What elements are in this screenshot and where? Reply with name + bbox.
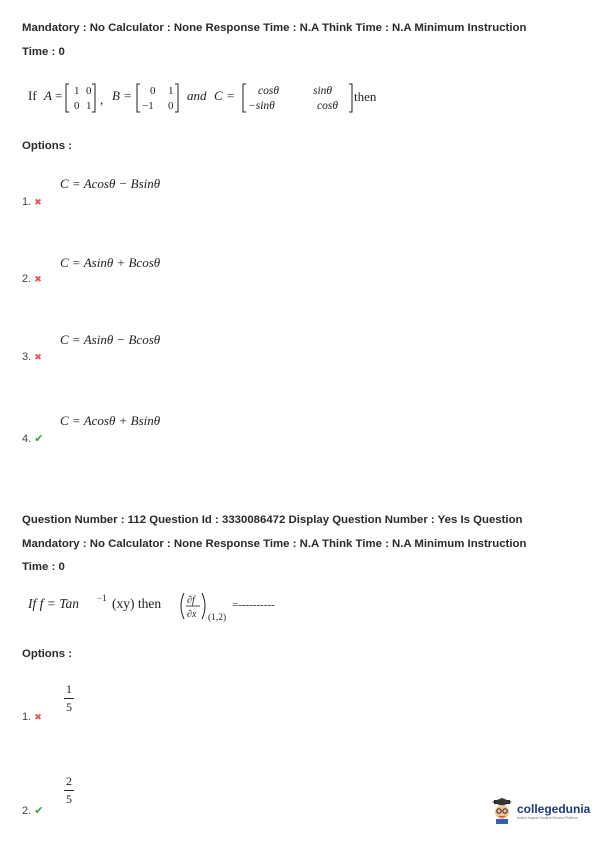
correct-check-icon: ✔ xyxy=(34,433,44,445)
partial-denominator: ∂x xyxy=(187,609,197,620)
matrix-b-label: B xyxy=(112,88,120,103)
matrix-b-cell: 0 xyxy=(150,85,156,97)
option-number-label: 3. xyxy=(22,351,32,363)
incorrect-icon: ✖ xyxy=(34,352,42,362)
option-number-label: 1. xyxy=(22,196,32,208)
fraction-denominator: 5 xyxy=(66,792,72,806)
matrix-b-cell: −1 xyxy=(142,100,154,112)
option-number xyxy=(22,273,42,285)
option-text: C = Acosθ + Bsinθ xyxy=(60,413,161,428)
stem-if-text: If xyxy=(28,88,37,103)
question-meta-line: Mandatory : No Calculator : None Response Time : N.A Think Time : N.A Minimum Instruction xyxy=(22,22,527,34)
matrix-a-cell: 1 xyxy=(74,85,80,97)
option-number xyxy=(22,432,43,445)
stem-function-text: If f = Tan xyxy=(28,596,80,611)
brand-name: collegedunia xyxy=(517,802,591,816)
matrix-c-cell: cosθ xyxy=(258,85,279,97)
svg-text:=: = xyxy=(55,88,63,103)
matrix-c-cell: cosθ xyxy=(317,100,338,112)
incorrect-icon: ✖ xyxy=(34,274,42,284)
then-text: then xyxy=(354,89,377,104)
matrix-a-label: A xyxy=(44,88,52,103)
question-meta-line: Mandatory : No Calculator : None Response Time : N.A Think Time : N.A Minimum Instruction xyxy=(22,538,527,550)
option-text: C = Asinθ − Bcosθ xyxy=(60,332,161,347)
fraction-numerator: 2 xyxy=(64,774,74,791)
matrix-b-cell: 0 xyxy=(168,100,174,112)
question-meta-line: Question Number : 112 Question Id : 3330086472 Display Question Number : Yes Is Question xyxy=(22,514,523,526)
answer-blank: =---------- xyxy=(232,599,275,611)
options-label: Options : xyxy=(22,140,72,152)
question-meta-time: Time : 0 xyxy=(22,46,65,58)
fraction-numerator: 1 xyxy=(64,682,74,699)
matrix-a-cell: 0 xyxy=(86,85,92,97)
matrix-c-cell: −sinθ xyxy=(248,100,275,112)
option-text: C = Acosθ − Bsinθ xyxy=(60,176,161,191)
matrix-b-cell: 1 xyxy=(168,85,174,97)
option-number xyxy=(22,196,42,208)
question-stem-derivative xyxy=(22,588,322,628)
and-text: and xyxy=(187,88,207,103)
svg-text:=: = xyxy=(124,88,132,103)
correct-check-icon: ✔ xyxy=(34,805,44,817)
svg-text:,: , xyxy=(100,92,104,107)
option-number-label: 1. xyxy=(22,711,32,723)
evaluation-point: (1,2) xyxy=(208,613,227,623)
option-number xyxy=(22,351,42,363)
incorrect-icon: ✖ xyxy=(34,197,42,207)
question-stem-matrices xyxy=(22,74,422,120)
brand-tagline: India's largest Student Review Platform xyxy=(517,816,578,820)
option-fraction xyxy=(64,774,74,807)
inverse-exponent: −1 xyxy=(97,593,107,603)
mascot-icon xyxy=(491,798,513,824)
stem-xy-text: (xy) then xyxy=(112,596,162,611)
svg-text:=: = xyxy=(227,88,235,103)
option-fraction xyxy=(64,682,74,715)
question-meta-time: Time : 0 xyxy=(22,561,65,573)
option-number-label: 4. xyxy=(22,433,32,445)
fraction-denominator: 5 xyxy=(66,700,72,714)
matrix-a-cell: 0 xyxy=(74,100,80,112)
incorrect-icon: ✖ xyxy=(34,712,42,722)
option-number-label: 2. xyxy=(22,805,32,817)
brand-logo xyxy=(491,798,590,824)
option-number xyxy=(22,804,43,817)
option-number-label: 2. xyxy=(22,273,32,285)
options-label: Options : xyxy=(22,648,72,660)
option-text: C = Asinθ + Bcosθ xyxy=(60,255,161,270)
matrix-a-cell: 1 xyxy=(86,100,92,112)
matrix-c-cell: sinθ xyxy=(313,85,333,97)
option-number xyxy=(22,711,42,723)
matrix-c-label: C xyxy=(214,88,223,103)
partial-numerator: ∂f xyxy=(187,595,195,606)
